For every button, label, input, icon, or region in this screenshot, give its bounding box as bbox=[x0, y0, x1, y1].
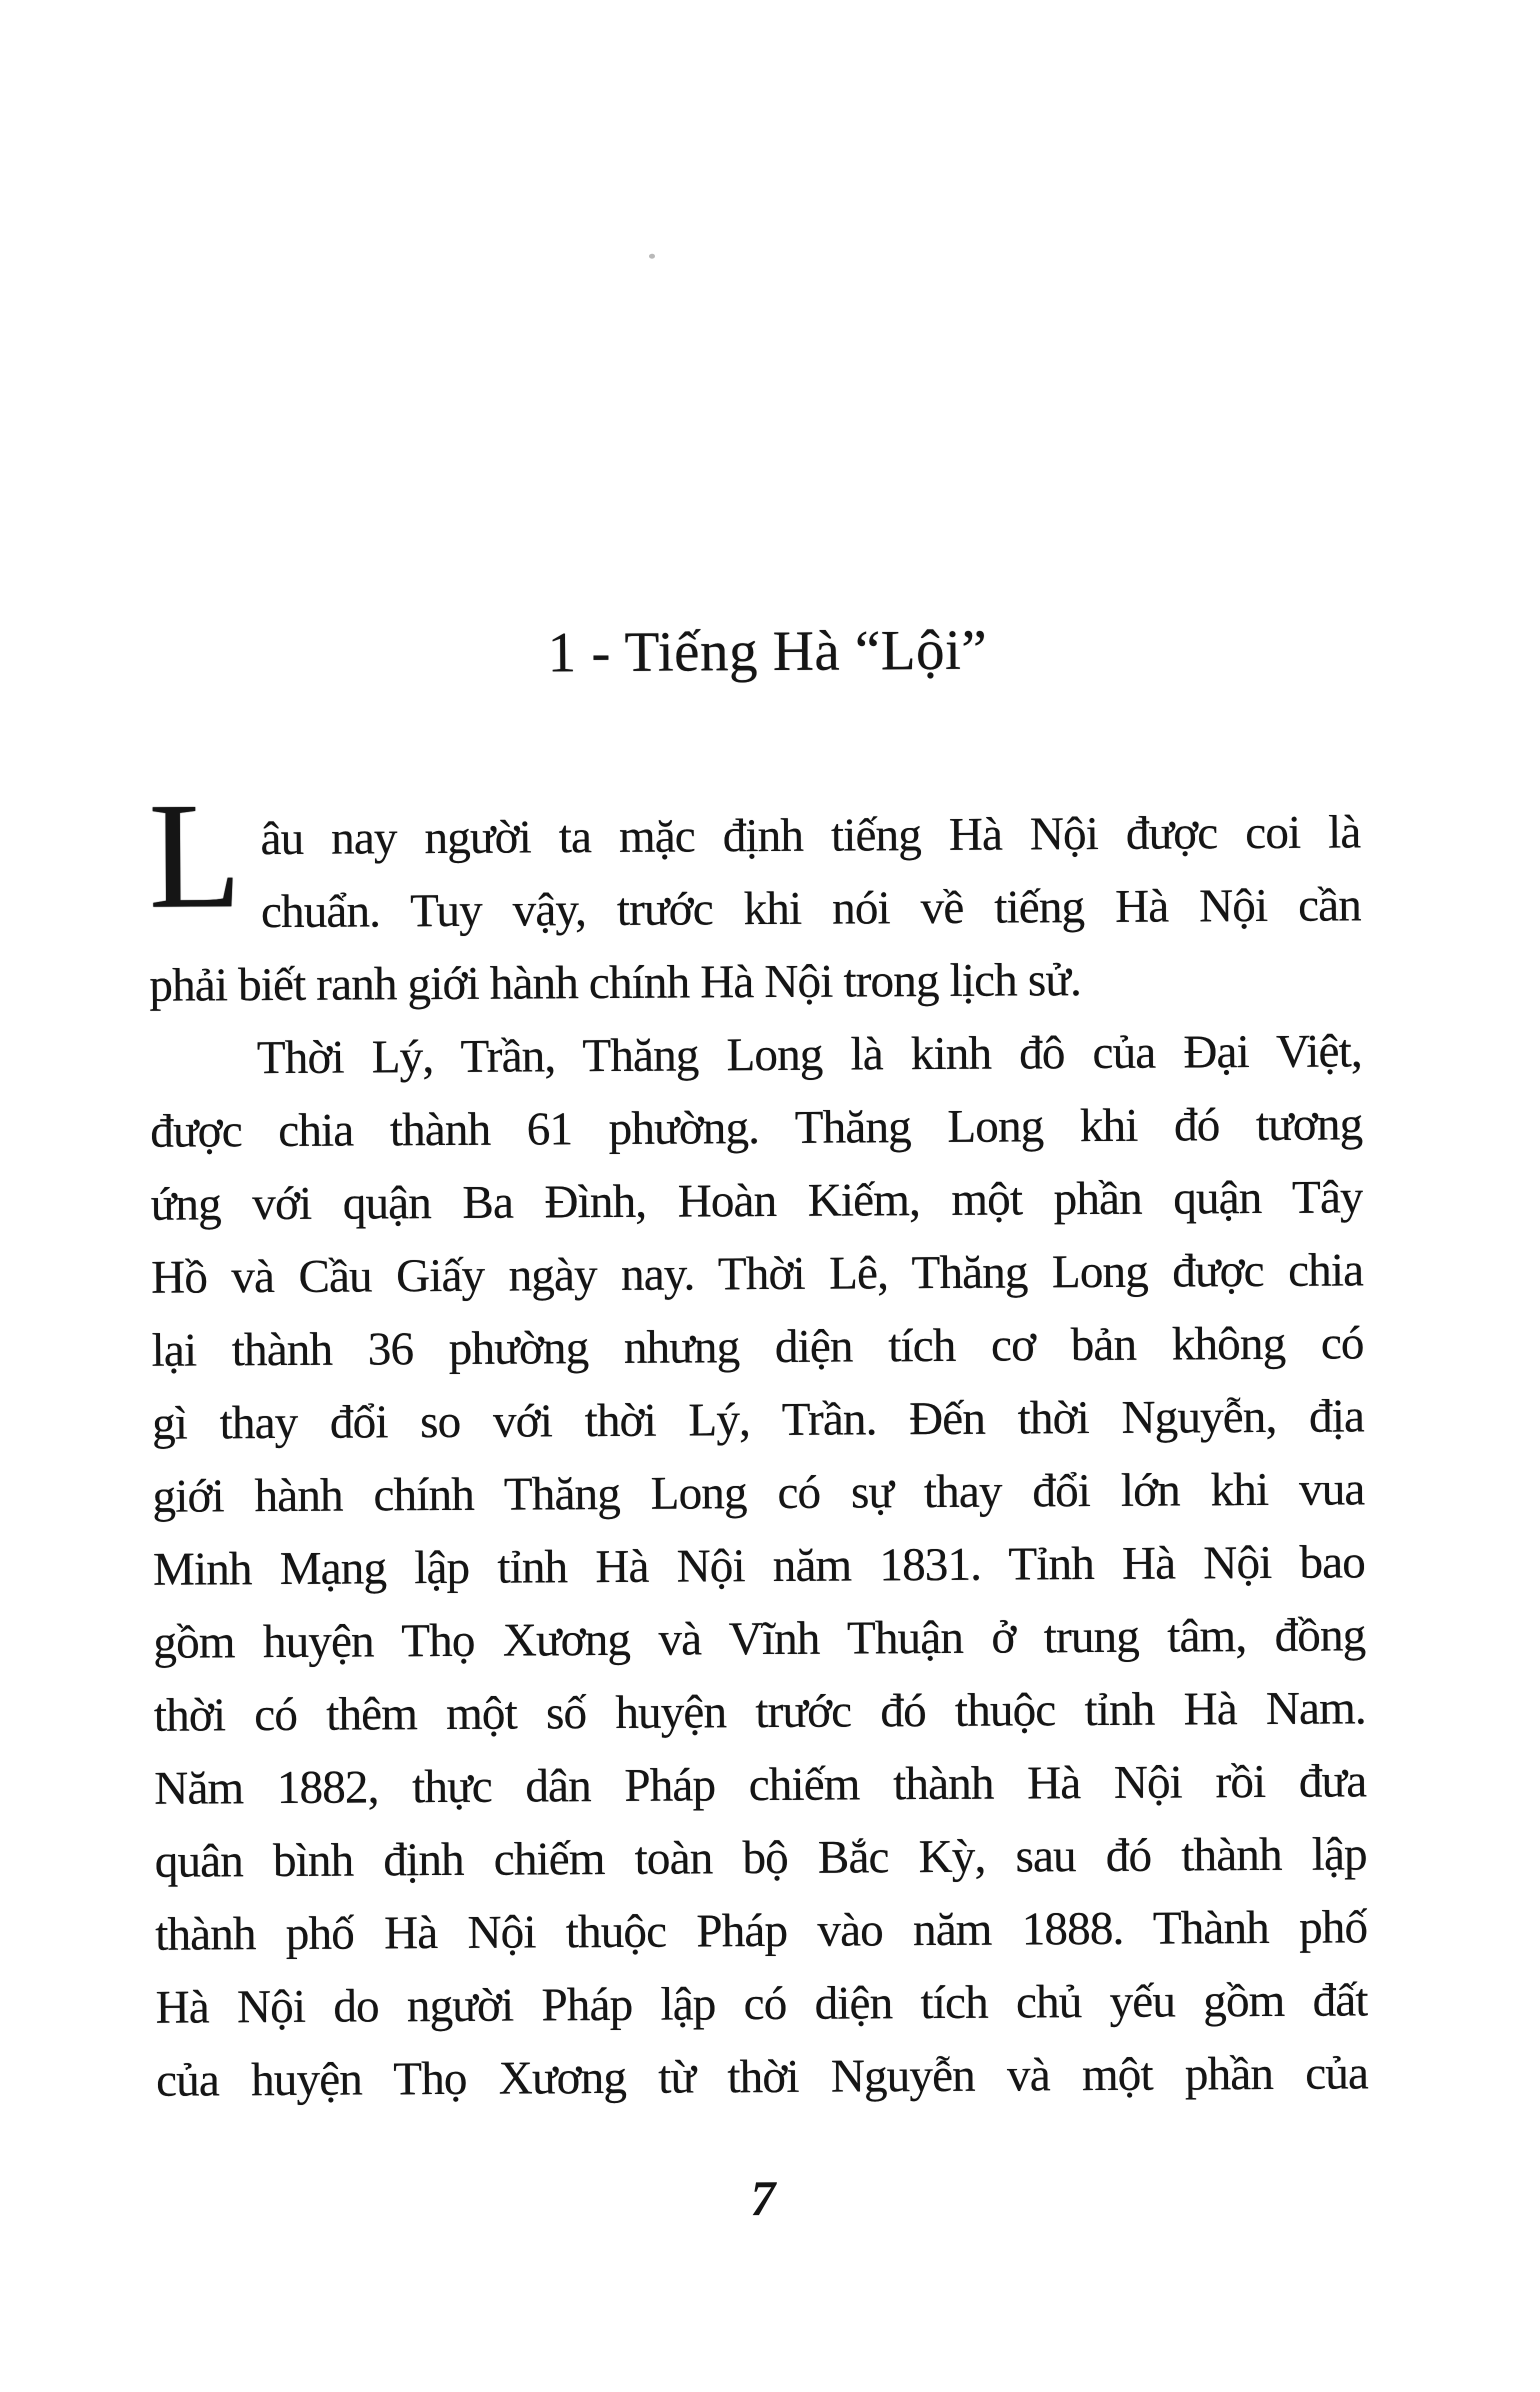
text-line: giới hành chính Thăng Long có sự thay đổi lớn khi vua bbox=[152, 1463, 1365, 1523]
text-line: được chia thành 61 phường. Thăng Long khi đó tương bbox=[150, 1098, 1363, 1158]
text-line: phải biết ranh giới hành chính Hà Nội trong lịch sử. bbox=[149, 954, 1082, 1012]
paragraph bbox=[148, 771, 1362, 1022]
text-line: quân bình định chiếm toàn bộ Bắc Kỳ, sau đó thành lập bbox=[154, 1828, 1367, 1888]
text-line: gì thay đổi so với thời Lý, Trần. Đến thời Nguyễn, địa bbox=[151, 1390, 1365, 1450]
text-line: ứng với quận Ba Đình, Hoàn Kiếm, một phần quận Tây bbox=[150, 1171, 1363, 1231]
text-line: lại thành 36 phường nhưng diện tích cơ bản không có bbox=[151, 1317, 1364, 1377]
text-line: chuẩn. Tuy vậy, trước khi nói về tiếng Hà Nội cần bbox=[260, 879, 1362, 939]
text-line: âu nay người ta mặc định tiếng Hà Nội được coi là bbox=[260, 806, 1361, 866]
scan-speck bbox=[649, 254, 655, 259]
text-line: Minh Mạng lập tỉnh Hà Nội năm 1831. Tỉnh Hà Nội bao bbox=[152, 1536, 1366, 1596]
text-line: của huyện Thọ Xương từ thời Nguyễn và một phần của bbox=[155, 2047, 1369, 2107]
body-text bbox=[148, 771, 1369, 2117]
chapter-title: 1 - Tiếng Hà “Lội” bbox=[547, 618, 988, 685]
text-line: Năm 1882, thực dân Pháp chiếm thành Hà Nội rồi đưa bbox=[154, 1755, 1367, 1815]
text-line: thời có thêm một số huyện trước đó thuộc tỉnh Hà Nam. bbox=[153, 1682, 1367, 1742]
paragraph bbox=[150, 1015, 1369, 2117]
text-line: thành phố Hà Nội thuộc Pháp vào năm 1888. Thành phố bbox=[155, 1901, 1368, 1961]
page-number: 7 bbox=[750, 2169, 776, 2227]
text-line: Thời Lý, Trần, Thăng Long là kinh đô của Đại Việt, bbox=[256, 1025, 1363, 1085]
text-line: gồm huyện Thọ Xương và Vĩnh Thuận ở trung tâm, đồng bbox=[153, 1609, 1366, 1669]
text-line: Hồ và Cầu Giấy ngày nay. Thời Lê, Thăng Long được chia bbox=[151, 1244, 1364, 1304]
text-line: Hà Nội do người Pháp lập có diện tích chủ yếu gồm đất bbox=[155, 1974, 1368, 2034]
drop-cap: L bbox=[148, 771, 243, 940]
